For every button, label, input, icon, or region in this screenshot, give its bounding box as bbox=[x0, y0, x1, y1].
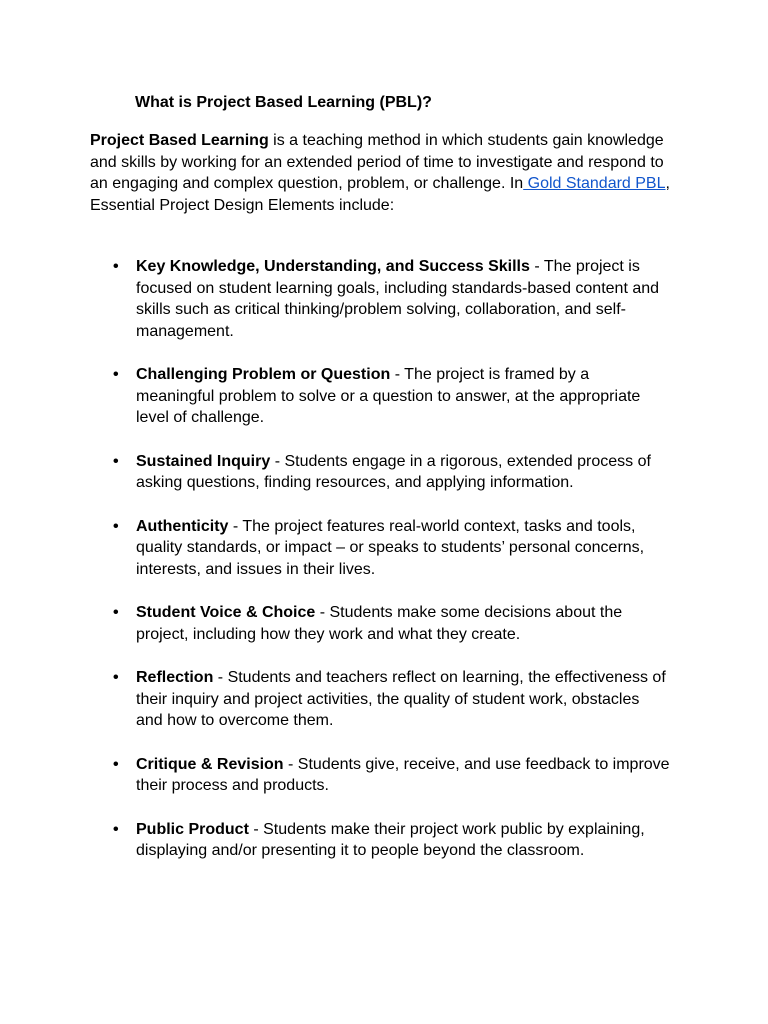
element-description: - The project features real-world context, tasks and tools, quality standards, or impact – or speaks to students’ personal concerns, interests, and issues in their lives. bbox=[136, 517, 645, 578]
element-name: Reflection bbox=[136, 669, 214, 686]
intro-text: is a teaching method in which students gain knowledge and skills by working for an extended period of time to investigate and respond to an engaging and complex question, problem, or challenge. In bbox=[90, 132, 664, 192]
gold-standard-pbl-link[interactable]: Gold Standard PBL bbox=[523, 175, 666, 192]
element-name: Authenticity bbox=[136, 517, 229, 535]
bullet-icon: • bbox=[113, 366, 119, 383]
bullet-icon: • bbox=[113, 669, 119, 686]
list-item bbox=[90, 451, 670, 494]
element-name: Student Voice & Choice bbox=[136, 604, 316, 621]
element-description: - Students give, receive, and use feedback to improve their process and products. bbox=[136, 755, 670, 794]
page-title: What is Project Based Learning (PBL)? bbox=[135, 94, 432, 111]
list-item bbox=[90, 256, 670, 342]
bullet-icon: • bbox=[113, 755, 119, 773]
intro-text-end: , Essential Project Design Elements include: bbox=[90, 175, 670, 214]
pbl-term: Project Based Learning bbox=[90, 132, 269, 149]
element-name: Challenging Problem or Question bbox=[136, 366, 391, 383]
element-description: - The project is framed by a meaningful problem to solve or a question to answer, at the appropriate level of challenge. bbox=[136, 366, 641, 426]
element-name: Public Product bbox=[136, 820, 249, 838]
list-item bbox=[90, 667, 670, 732]
bullet-icon: • bbox=[113, 452, 119, 470]
element-name: Critique & Revision bbox=[136, 755, 284, 773]
intro-paragraph bbox=[90, 130, 670, 216]
element-description: - The project is focused on student learning goals, including standards-based content and skills such as critical thinking/problem solving, collaboration, and self-management. bbox=[136, 258, 660, 340]
element-description: - Students make some decisions about the project, including how they work and what they create. bbox=[136, 604, 623, 643]
element-name: Sustained Inquiry bbox=[136, 452, 271, 470]
bullet-icon: • bbox=[113, 820, 119, 838]
bullet-icon: • bbox=[113, 604, 119, 621]
element-description: - Students make their project work public by explaining, displaying and/or presenting it to people beyond the classroom. bbox=[136, 820, 645, 859]
list-item bbox=[90, 819, 670, 862]
bullet-icon: • bbox=[113, 258, 119, 275]
element-description: - Students and teachers reflect on learning, the effectiveness of their inquiry and project activities, the quality of student work, obstacles and how to overcome them. bbox=[136, 669, 666, 729]
design-elements-list bbox=[90, 256, 670, 884]
list-item bbox=[90, 364, 670, 429]
list-item bbox=[90, 754, 670, 797]
element-description: - Students engage in a rigorous, extended process of asking questions, finding resources, and applying information. bbox=[136, 452, 651, 491]
bullet-icon: • bbox=[113, 517, 119, 535]
list-item bbox=[90, 516, 670, 581]
list-item bbox=[90, 602, 670, 645]
element-name: Key Knowledge, Understanding, and Success Skills bbox=[136, 258, 530, 275]
